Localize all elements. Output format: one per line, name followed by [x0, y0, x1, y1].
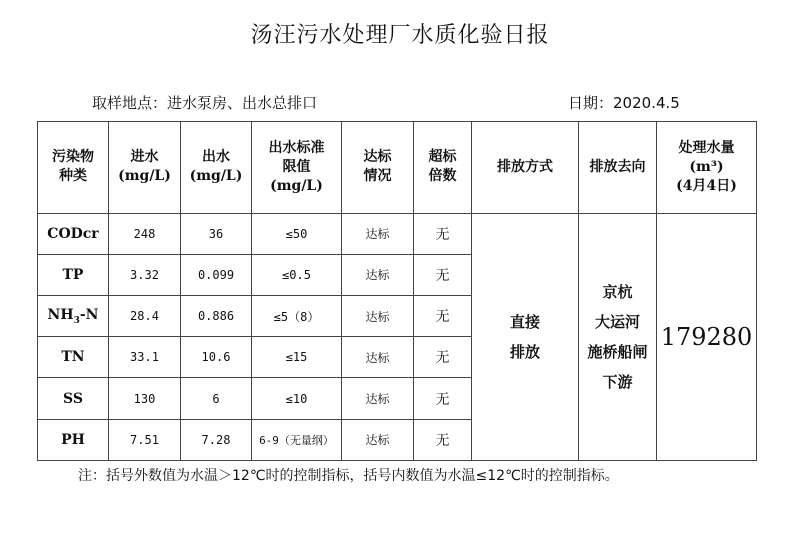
- influent-cell: 130: [109, 378, 181, 419]
- standard-cell: ≤50: [252, 213, 342, 254]
- influent-cell: 7.51: [109, 419, 181, 460]
- influent-cell: 248: [109, 213, 181, 254]
- report-date: 日期：2020.4.5: [568, 94, 680, 112]
- pollutant-cell: $NH_3-N$: [38, 296, 109, 337]
- effluent-cell: 7.28: [181, 419, 252, 460]
- compliance-cell: 达标: [342, 296, 414, 337]
- pollutant-cell: PH: [38, 419, 109, 460]
- influent-cell: 28.4: [109, 296, 181, 337]
- header-discharge-direction: 排放去向: [579, 122, 657, 214]
- footnote: 注：括号外数值为水温＞12℃时的控制指标，括号内数值为水温≤12℃时的控制指标。: [78, 468, 619, 484]
- exceed-cell: 无: [414, 419, 472, 460]
- standard-cell: ≤10: [252, 378, 342, 419]
- exceed-cell: 无: [414, 378, 472, 419]
- exceed-cell: 无: [414, 296, 472, 337]
- discharge-method-cell: 直接 排放: [472, 213, 579, 460]
- standard-cell: 6-9（无量纲）: [252, 419, 342, 460]
- header-exceed-multiple: 超标 倍数: [414, 122, 472, 214]
- pollutant-cell: TN: [38, 337, 109, 378]
- water-quality-table: [37, 121, 757, 461]
- header-discharge-method: 排放方式: [472, 122, 579, 214]
- pollutant-cell: CODcr: [38, 213, 109, 254]
- exceed-cell: 无: [414, 213, 472, 254]
- header-compliance: 达标 情况: [342, 122, 414, 214]
- report-title: 汤汪污水处理厂水质化验日报: [250, 23, 550, 48]
- table-row: [38, 213, 757, 254]
- header-treated-volume: 处理水量 (m³) (4月4日): [657, 122, 757, 214]
- effluent-cell: 10.6: [181, 337, 252, 378]
- header-row: [38, 122, 757, 214]
- influent-cell: 33.1: [109, 337, 181, 378]
- influent-cell: 3.32: [109, 254, 181, 295]
- header-standard-limit: 出水标准 限值 (mg/L): [252, 122, 342, 214]
- compliance-cell: 达标: [342, 254, 414, 295]
- effluent-cell: 36: [181, 213, 252, 254]
- compliance-cell: 达标: [342, 337, 414, 378]
- effluent-cell: 6: [181, 378, 252, 419]
- compliance-cell: 达标: [342, 419, 414, 460]
- discharge-direction-cell: 京杭 大运河 施桥船闸 下游: [579, 213, 657, 460]
- effluent-cell: 0.886: [181, 296, 252, 337]
- sampling-location: 取样地点：进水泵房、出水总排口: [92, 94, 318, 112]
- pollutant-cell: SS: [38, 378, 109, 419]
- compliance-cell: 达标: [342, 378, 414, 419]
- compliance-cell: 达标: [342, 213, 414, 254]
- standard-cell: ≤15: [252, 337, 342, 378]
- standard-cell: ≤5（8）: [252, 296, 342, 337]
- header-pollutant: 污染物 种类: [38, 122, 109, 214]
- treated-volume-cell: 179280: [657, 213, 757, 460]
- header-influent: 进水 (mg/L): [109, 122, 181, 214]
- exceed-cell: 无: [414, 337, 472, 378]
- header-effluent: 出水 (mg/L): [181, 122, 252, 214]
- effluent-cell: 0.099: [181, 254, 252, 295]
- pollutant-cell: TP: [38, 254, 109, 295]
- standard-cell: ≤0.5: [252, 254, 342, 295]
- exceed-cell: 无: [414, 254, 472, 295]
